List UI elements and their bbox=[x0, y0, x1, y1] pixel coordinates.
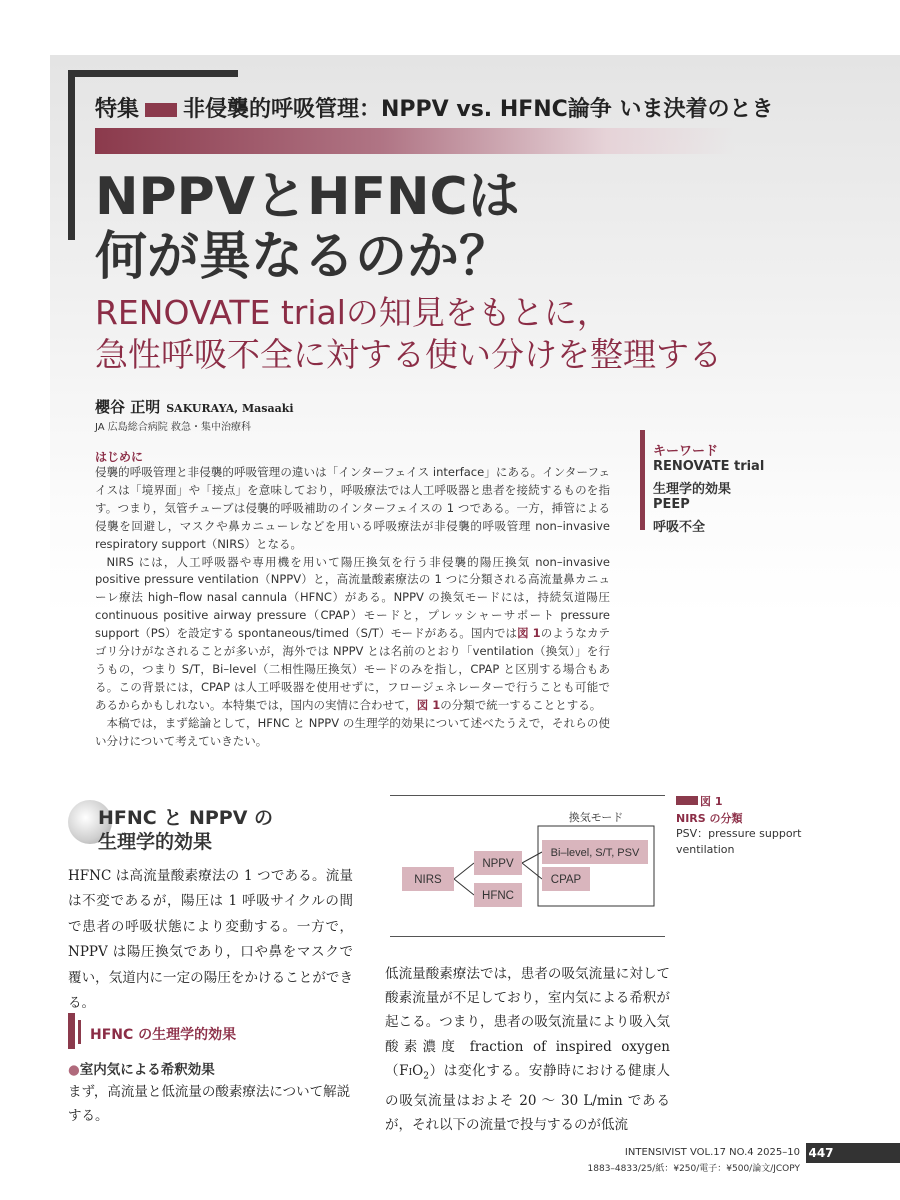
figure-ref-link[interactable]: 図 1 bbox=[517, 626, 541, 641]
kicker-label: 特集 bbox=[95, 97, 140, 122]
right-column-body bbox=[385, 962, 670, 1137]
keyword-title: キーワード bbox=[653, 444, 719, 459]
fio2-o: O bbox=[412, 1062, 424, 1079]
subsection-bar-thin bbox=[78, 1020, 81, 1044]
intro-p2-part-c: の分類で統一することとする。 bbox=[440, 697, 602, 712]
author-block bbox=[95, 396, 294, 417]
intro-paragraph-2 bbox=[95, 554, 610, 715]
bullet-heading-text: 室内気による希釈効果 bbox=[79, 1062, 215, 1078]
kicker-title: 非侵襲的呼吸管理：NPPV vs. HFNC論争 いま決着のとき bbox=[183, 97, 774, 122]
node-cpap-label: CPAP bbox=[550, 874, 582, 886]
fio2-subscript-i: I bbox=[408, 1067, 413, 1078]
keyword-item: RENOVATE trial bbox=[653, 459, 765, 474]
figure-1 bbox=[390, 795, 665, 937]
header-bracket-left bbox=[68, 70, 75, 240]
kicker-bar bbox=[145, 103, 177, 117]
bullet-body: まず，高流量と低流量の酸素療法について解説する。 bbox=[68, 1084, 351, 1124]
node-nirs-label: NIRS bbox=[414, 874, 442, 886]
bullet-dot-icon: ● bbox=[68, 1062, 80, 1078]
author-affiliation: JA 広島総合病院 救急・集中治療科 bbox=[95, 422, 251, 433]
decorative-gradient-bar bbox=[95, 128, 735, 154]
intro-p2-part-b: のようなカテゴリ分けがなされることが多いが，海外では NPPV とは名前のとおり「ventilation（換気）」を行うもの，つまり S/T，Bi–level（二相性陽圧換気）モードのみを指し，CPAP と区別する場合もある。この背景には，CPAP は人工呼吸器を使用せずに，フロージェネレーターで行うことも可能であるからかもしれない。本特集では，国内の実情に合わせて， bbox=[95, 626, 610, 712]
node-bilevel-label: Bi–level, S/T, PSV bbox=[550, 847, 640, 859]
intro-p2-part-a: NIRS には，人工呼吸器や専用機を用いて陽圧換気を行う非侵襲的陽圧換気 non–invasive positive pressure ventilation（NPPV）と，高流量酸素療法の 1 つに分類される高流量鼻カニューレ療法 high–flow nasal cannula（HFNC）がある。NPPV の換気モードには，持続気道陽圧 continuous positive airway pressure（CPAP）モードと，プレッシャーサポート pressure support（PS）を設定する spontaneous/timed（S/T）モードがある。国内では bbox=[95, 554, 610, 641]
figure-note: PSV：pressure support ventilation bbox=[676, 827, 802, 856]
section-body: HFNC は高流量酸素療法の 1 つである。流量は不変であるが，陽圧は 1 呼吸サイクルの間で患者の呼吸状態により変動する。一方で，NPPV は陽圧換気であり，口や鼻をマスクで覆い，気道内に一定の陽圧をかけることができる。 bbox=[68, 868, 353, 1012]
article-subtitle-line1: RENOVATE trialの知見をもとに， bbox=[95, 293, 610, 332]
feature-kicker bbox=[95, 92, 773, 123]
edge-nirs-nppv bbox=[454, 863, 474, 879]
node-hfnc-label: HFNC bbox=[482, 890, 514, 902]
node-nppv-label: NPPV bbox=[482, 858, 514, 870]
edge-nppv-bilevel bbox=[522, 852, 542, 863]
keyword-item: 呼吸不全 bbox=[653, 520, 706, 535]
figure-ref-link[interactable]: 図 1 bbox=[416, 697, 441, 712]
header-bracket-top bbox=[68, 70, 238, 77]
figure-number: 図 1 bbox=[700, 795, 723, 808]
right-body-part-a: 低流量酸素療法では，患者の吸気流量に対して酸素流量が不足しており，室内気による希釈が起こる。つまり，患者の吸気流量により吸入気酸素濃度 fraction of inspired oxygen（F bbox=[385, 966, 670, 1079]
keyword-accent-bar bbox=[640, 430, 645, 530]
section-title-line1: HFNC と NPPV の bbox=[98, 807, 274, 829]
intro-heading: はじめに bbox=[95, 450, 144, 464]
author-roman: SAKURAYA, Masaaki bbox=[166, 402, 294, 415]
edge-nirs-hfnc bbox=[454, 879, 474, 895]
keyword-item: 生理学的効果 bbox=[653, 482, 732, 497]
subsection-bar bbox=[68, 1013, 75, 1049]
page-number: 447 bbox=[806, 1143, 836, 1163]
ventilation-mode-group bbox=[538, 826, 654, 906]
nirs-classification-diagram bbox=[390, 796, 665, 936]
footer-code: 1883–4833/25/紙：¥250/電子：¥500/論文/JCOPY bbox=[587, 1164, 800, 1174]
intro-text bbox=[95, 464, 610, 751]
subsection-title: HFNC の生理学的効果 bbox=[90, 1027, 237, 1043]
footer-journal: INTENSIVIST VOL.17 NO.4 2025–10 bbox=[624, 1147, 800, 1158]
page-tab bbox=[836, 1143, 900, 1163]
article-title-line1: NPPVとHFNCは bbox=[95, 167, 520, 227]
intro-paragraph-3: 本稿では，まず総論として，HFNC と NPPV の生理学的効果について述べたうえで，それらの使い分けについて考えていきたい。 bbox=[95, 715, 610, 748]
figure-title: NIRS の分類 bbox=[676, 812, 743, 825]
fio2-subscript-2: 2 bbox=[423, 1071, 429, 1082]
keyword-item: PEEP bbox=[653, 497, 690, 512]
author-name: 櫻谷 正明 bbox=[95, 398, 161, 416]
intro-paragraph-1: 侵襲的呼吸管理と非侵襲的呼吸管理の違いは「インターフェイス interface」にある。インターフェイスは「境界面」や「接点」を意味しており，呼吸療法では人工呼吸器と患者を接続するものを指す。つまり，気管チューブは侵襲的呼吸補助のインターフェイスの 1 つである。一方，挿管による侵襲を回避し，マスクや鼻カニューレなどを用いる呼吸療法が非侵襲的呼吸管理 non–invasive respiratory support（NIRS）となる。 bbox=[95, 465, 610, 551]
edge-nppv-cpap bbox=[522, 863, 542, 879]
article-subtitle-line2: 急性呼吸不全に対する使い分けを整理する bbox=[95, 335, 722, 374]
figure-caption-bar bbox=[676, 796, 698, 805]
group-label: 換気モード bbox=[568, 812, 624, 824]
right-body-part-b: ）は変化する。安静時における健康人の吸気流量はおよそ 20 〜 30 L/min であるが，それ以下の流量で投与するのが低流 bbox=[385, 1062, 671, 1133]
article-title-line2: 何が異なるのか？ bbox=[95, 227, 512, 287]
bullet-heading bbox=[68, 1058, 215, 1078]
section-title-line2: 生理学的効果 bbox=[98, 831, 213, 853]
